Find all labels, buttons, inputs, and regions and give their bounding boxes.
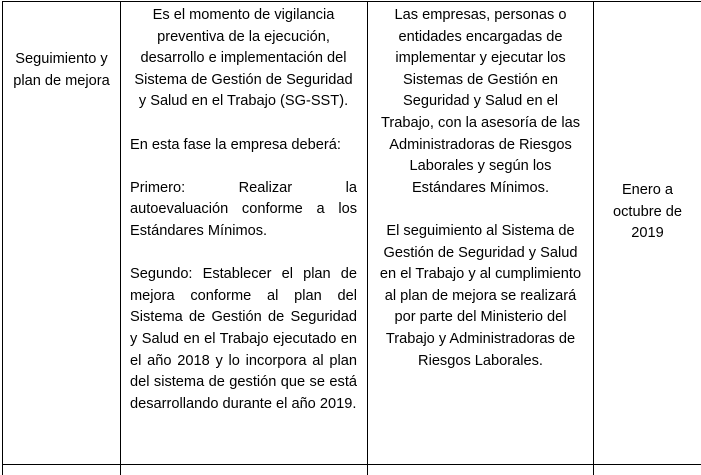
responsible-cell xyxy=(368,2,594,465)
phase-cell xyxy=(3,2,121,465)
responsible-paragraph-1: Las empresas, personas o entidades encargadas de implementar y ejecutar los Sistemas de Gestión en Seguridad y Salud en el Trabajo, con la asesoría de las Administradoras de Riesgos Laborales y según los Estándares Mínimos. xyxy=(380,7,581,196)
description-cell xyxy=(121,2,368,465)
responsible-paragraph-2: El seguimiento al Sistema de Gestión de Seguridad y Salud en el Trabajo y al cumplimiento al plan de mejora se realizará por parte del Ministerio del Trabajo y Administradoras de Riesgos Laborales. xyxy=(379,222,582,369)
paragraph-spacer xyxy=(130,243,357,265)
cut-off-cell xyxy=(594,464,701,475)
phase-name: Seguimiento y plan de mejora xyxy=(13,51,110,89)
table-row xyxy=(3,2,701,465)
period-cell xyxy=(594,2,701,465)
paragraph-spacer xyxy=(376,199,585,221)
paragraph-spacer xyxy=(130,113,357,135)
description-lead: En esta fase la empresa deberá: xyxy=(130,136,341,153)
cut-off-cell xyxy=(121,464,368,475)
table-row-cut-off xyxy=(3,464,701,475)
period-text: Enero a octubre de 2019 xyxy=(613,182,682,242)
description-step-1: Primero: Realizar la autoevaluación conforme a los Estándares Mínimos. xyxy=(130,179,357,239)
description-intro: Es el momento de vigilancia preventiva de la ejecución, desarrollo e implementación del Sistema de Gestión de Seguridad y Salud en el Trabajo (SG-SST). xyxy=(134,7,353,110)
description-step-2: Segundo: Establecer el plan de mejora conforme al plan del Sistema de Gestión de Seguridad y Salud en el Trabajo ejecutado en el año 2018 y lo incorpora al plan del sistema de gestión que se está desarrollando durante el año 2019. xyxy=(130,266,357,412)
paragraph-spacer xyxy=(130,156,357,178)
phases-table xyxy=(2,1,701,475)
cut-off-cell xyxy=(368,464,594,475)
cut-off-cell xyxy=(3,464,121,475)
